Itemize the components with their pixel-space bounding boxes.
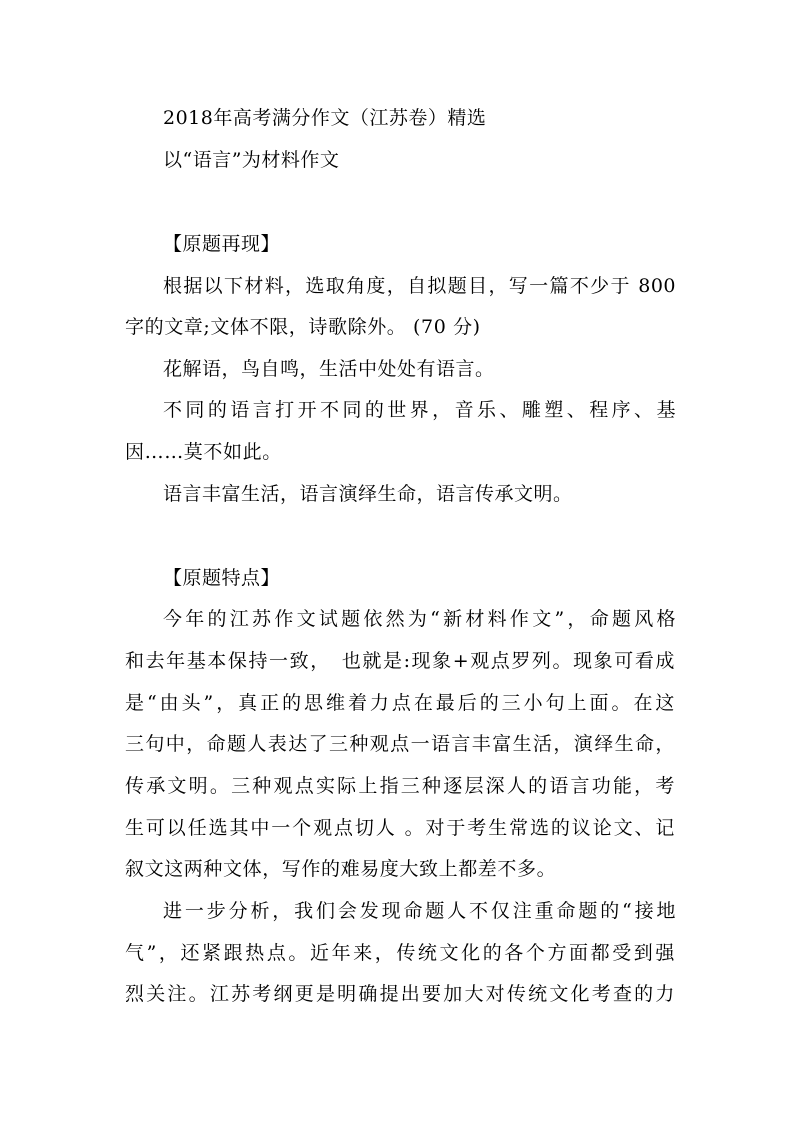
paragraph-line: 语言丰富生活，语言演绎生命，语言传承文明。 <box>163 483 573 505</box>
paragraph-line: 烈关注。江苏考纲更是明确提出要加大对传统文化考查的力 <box>125 983 675 1005</box>
paragraph-line: 不同的语言打开不同的世界，音乐、雕塑、程序、基 <box>163 399 676 421</box>
paragraph-line: 根据以下材料，选取角度，自拟题目，写一篇不少于 800 <box>163 275 676 297</box>
paragraph-line: 传承文明。三种观点实际上指三种逐层深人的语言功能，考 <box>125 775 675 797</box>
paragraph-line: 进一步分析，我们会发现命题人不仅注重命题的“接地 <box>163 900 676 922</box>
section-heading-features: 【原题特点】 <box>163 567 281 589</box>
paragraph-line: 花解语，鸟自鸣，生活中处处有语言。 <box>163 358 495 380</box>
paragraph-line: 叙文这两种文体，写作的难易度大致上都差不多。 <box>125 858 557 880</box>
section-heading-original: 【原题再现】 <box>163 233 281 255</box>
paragraph-line: 生可以任选其中一个观点切人 。对于考生常选的议论文、记 <box>125 817 675 839</box>
paragraph-line: 是“由头”，真正的思维着力点在最后的三小句上面。在这 <box>125 692 675 714</box>
paragraph-line: 今年的江苏作文试题依然为“新材料作文”，命题风格 <box>163 608 676 630</box>
paragraph-line: 气”，还紧跟热点。近年来，传统文化的各个方面都受到强 <box>125 942 675 964</box>
paragraph-line: 和去年基本保持一致， 也就是:现象+观点罗列。现象可看成 <box>125 650 675 672</box>
paragraph-line: 字的文章;文体不限，诗歌除外。 (70 分) <box>125 316 481 338</box>
paragraph-line: 因……莫不如此。 <box>125 441 282 463</box>
paragraph-line: 三句中，命题人表达了三种观点一语言丰富生活，演绎生命， <box>125 733 675 755</box>
document-title: 2018年高考满分作文（江苏卷）精选 <box>163 107 487 129</box>
document-subtitle: 以“语言”为材料作文 <box>163 149 340 171</box>
